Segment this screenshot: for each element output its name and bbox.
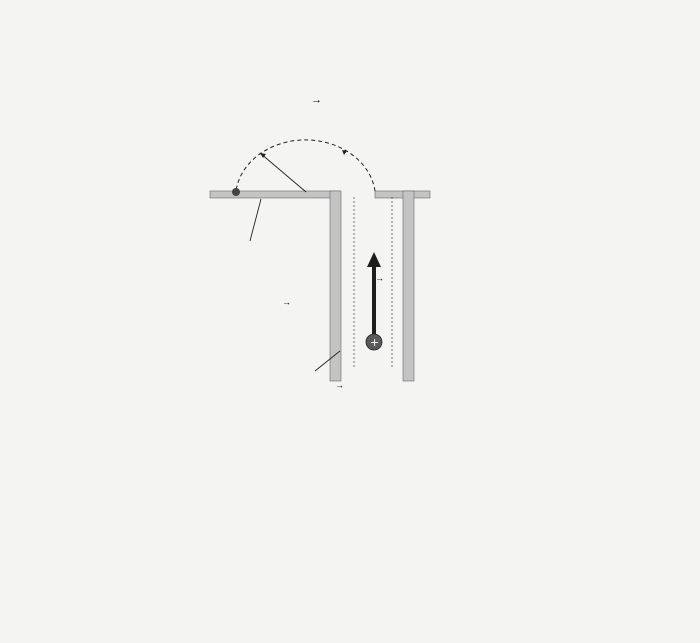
problem-line-1 <box>46 0 646 4</box>
b0-arrow-mark: → <box>311 95 322 106</box>
problem-line-3 <box>46 0 646 4</box>
plate-pointer <box>250 199 261 241</box>
bin-arrow-mark: → <box>282 297 291 307</box>
plate-right-segment <box>375 191 430 198</box>
e-arrow-mark: → <box>335 380 344 390</box>
positive-plate <box>330 191 341 381</box>
radius-line <box>260 153 306 192</box>
mass-spectrometer-figure <box>170 95 490 415</box>
problem-line-2 <box>46 0 646 4</box>
problem-line-4 <box>46 0 646 4</box>
particle-plus: + <box>370 336 380 349</box>
particle-path <box>236 140 375 191</box>
problem-statement <box>46 0 646 4</box>
v-arrow-mark: → <box>375 273 384 283</box>
spectrometer-diagram <box>170 95 490 415</box>
velocity-arrowhead <box>367 252 381 267</box>
negative-plate <box>403 191 414 381</box>
photographic-plate <box>210 191 340 198</box>
point-p-marker <box>232 188 240 196</box>
